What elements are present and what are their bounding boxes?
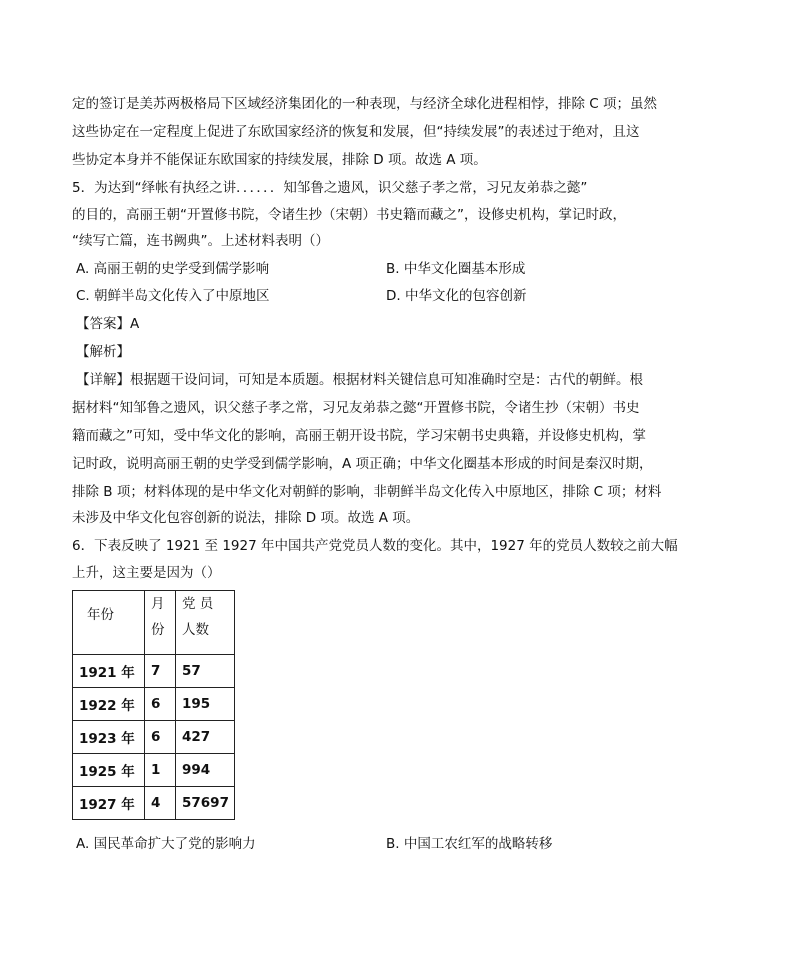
cell-year: 1923 年 — [73, 721, 145, 754]
q5-stem-line: “续写亡篇，连书阙典”。上述材料表明（） — [72, 233, 329, 249]
table-row — [73, 787, 235, 820]
cell-month: 6 — [145, 721, 176, 754]
q6-option-a: A. 国民革命扩大了党的影响力 — [76, 836, 256, 852]
table-header-row — [73, 591, 235, 655]
cell-year: 1921 年 — [73, 655, 145, 688]
q5-analysis-label: 【解析】 — [76, 344, 130, 360]
cell-members: 195 — [176, 688, 235, 721]
q5-option-c: C. 朝鲜半岛文化传入了中原地区 — [76, 288, 270, 304]
cell-members: 427 — [176, 721, 235, 754]
q5-detail-line: 【详解】根据题干设问词，可知是本质题。根据材料关键信息可知准确时空是：古代的朝鲜。根 — [76, 372, 643, 388]
intro-line: 些协定本身并不能保证东欧国家的持续发展，排除 D 项。故选 A 项。 — [72, 152, 487, 168]
q6-stem-line: 上升，这主要是因为（） — [72, 565, 221, 581]
cell-month: 7 — [145, 655, 176, 688]
q5-detail-line: 未涉及中华文化包容创新的说法，排除 D 项。故选 A 项。 — [72, 510, 420, 526]
q5-option-d: D. 中华文化的包容创新 — [386, 288, 527, 304]
q5-detail-line: 籍而藏之”可知，受中华文化的影响，高丽王朝开设书院，学习宋朝书史典籍，并设修史机构，掌 — [72, 428, 646, 444]
q5-detail-line: 排除 B 项；材料体现的是中华文化对朝鲜的影响，非朝鲜半岛文化传入中原地区，排除 C 项；材料 — [72, 484, 662, 500]
cell-month: 1 — [145, 754, 176, 787]
table-row — [73, 688, 235, 721]
q5-stem-line: 5．为达到“绎帐有执经之讲．．．．．．知邹鲁之遗风，识父慈子孝之常，习兄友弟恭之懿” — [72, 180, 588, 196]
intro-line: 这些协定在一定程度上促进了东欧国家经济的恢复和发展，但“持续发展”的表述过于绝对，且这 — [72, 124, 640, 140]
cell-members: 57 — [176, 655, 235, 688]
cell-year: 1925 年 — [73, 754, 145, 787]
intro-line: 定的签订是美苏两极格局下区域经济集团化的一种表现，与经济全球化进程相悖，排除 C 项；虽然 — [72, 96, 658, 112]
cell-year: 1922 年 — [73, 688, 145, 721]
header-members-line: 人数 — [182, 622, 209, 638]
header-month-line: 份 — [151, 622, 165, 638]
cell-year: 1927 年 — [73, 787, 145, 820]
q6-option-b: B. 中国工农红军的战略转移 — [386, 836, 553, 852]
party-membership-table — [72, 590, 235, 820]
q6-stem-line: 6．下表反映了 1921 至 1927 年中国共产党党员人数的变化。其中，1927 年的党员人数较之前大幅 — [72, 538, 678, 554]
q5-stem-line: 的目的，高丽王朝“开置修书院，令诸生抄（宋朝）书史籍而藏之”，设修史机构，掌记时政， — [72, 207, 626, 223]
cell-members: 57697 — [176, 787, 235, 820]
q5-detail-line: 据材料“知邹鲁之遗风，识父慈子孝之常，习兄友弟恭之懿“开置修书院，令诸生抄（宋朝）书史 — [72, 400, 640, 416]
header-members — [176, 591, 235, 655]
header-members-line: 党 员 — [182, 596, 214, 612]
q5-option-b: B. 中华文化圈基本形成 — [386, 261, 526, 277]
cell-members: 994 — [176, 754, 235, 787]
table-row — [73, 655, 235, 688]
header-month-line: 月 — [151, 596, 165, 612]
q5-detail-line: 记时政，说明高丽王朝的史学受到儒学影响，A 项正确；中华文化圈基本形成的时间是秦汉时期， — [72, 456, 653, 472]
table-row — [73, 754, 235, 787]
q5-answer: 【答案】A — [76, 316, 140, 332]
table-row — [73, 721, 235, 754]
header-month — [145, 591, 176, 655]
header-year: 年份 — [73, 591, 145, 655]
cell-month: 6 — [145, 688, 176, 721]
q5-option-a: A. 高丽王朝的史学受到儒学影响 — [76, 261, 270, 277]
cell-month: 4 — [145, 787, 176, 820]
